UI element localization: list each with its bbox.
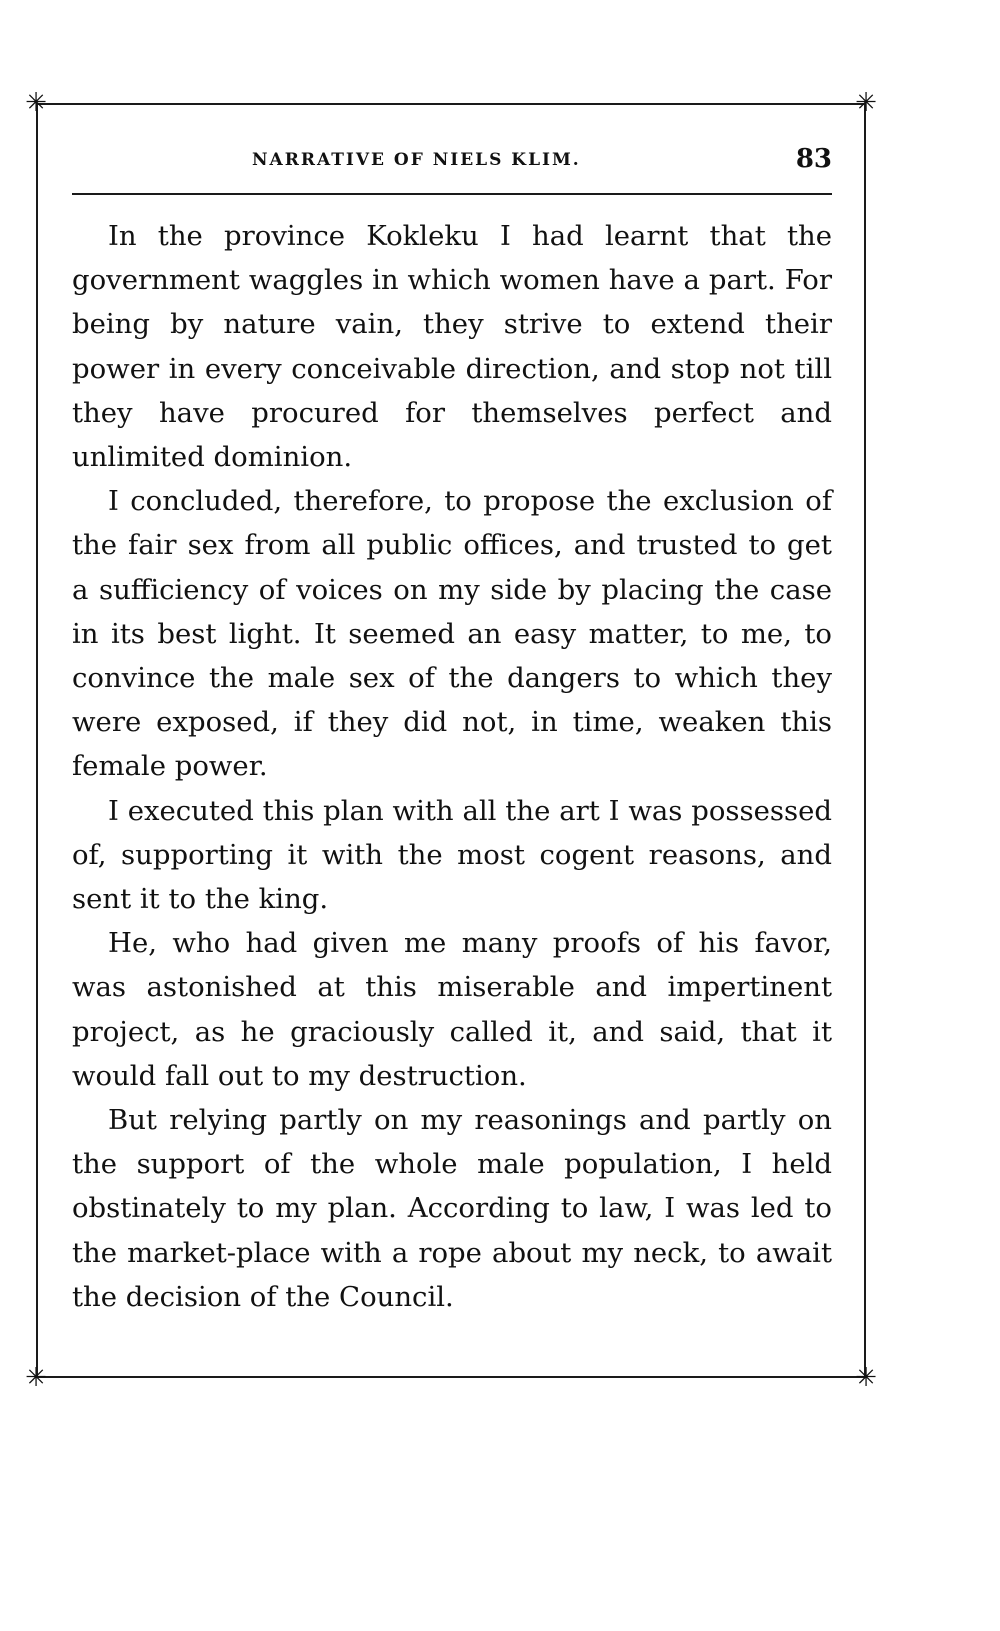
paragraph: But relying partly on my reasonings and partly on the support of the whole male population, I held obstinately to my plan. According to law, I was led to the market-place with a rope about my neck, to await the decision of the Council. [72, 1104, 832, 1313]
border-right-rule [864, 103, 866, 1378]
running-head [72, 144, 832, 178]
border-bottom-rule [36, 1376, 866, 1378]
border-top-rule [36, 103, 866, 105]
running-title: NARRATIVE OF NIELS KLIM. [252, 150, 581, 170]
paragraph: He, who had given me many proofs of his favor, was astonished at this miserable and impertinent project, as he graciously called it, and said, that it would fall out to my destruction. [72, 927, 832, 1092]
border-left-rule [36, 103, 38, 1378]
paragraph: I concluded, therefore, to propose the exclusion of the fair sex from all public offices, and trusted to get a sufficiency of voices on my side by placing the case in its best light. It seemed an easy matter, to me, to convince the male sex of the dangers to which they were exposed, if they did not, in time, weaken this female power. [72, 485, 832, 783]
corner-ornament-icon: ✳ [855, 88, 877, 118]
corner-ornament-icon: ✳ [855, 1363, 877, 1393]
corner-ornament-icon: ✳ [25, 88, 47, 118]
header-divider [72, 193, 832, 195]
paragraph: In the province Kokleku I had learnt that the government waggles in which women have a part. For being by nature vain, they strive to extend their power in every conceivable direction, and stop not till they have procured for themselves perfect and unlimited dominion. [72, 220, 832, 474]
paragraph: I executed this plan with all the art I was possessed of, supporting it with the most cogent reasons, and sent it to the king. [72, 794, 832, 916]
corner-ornament-icon: ✳ [25, 1363, 47, 1393]
body-text [72, 214, 832, 1319]
page-number: 83 [795, 144, 832, 174]
